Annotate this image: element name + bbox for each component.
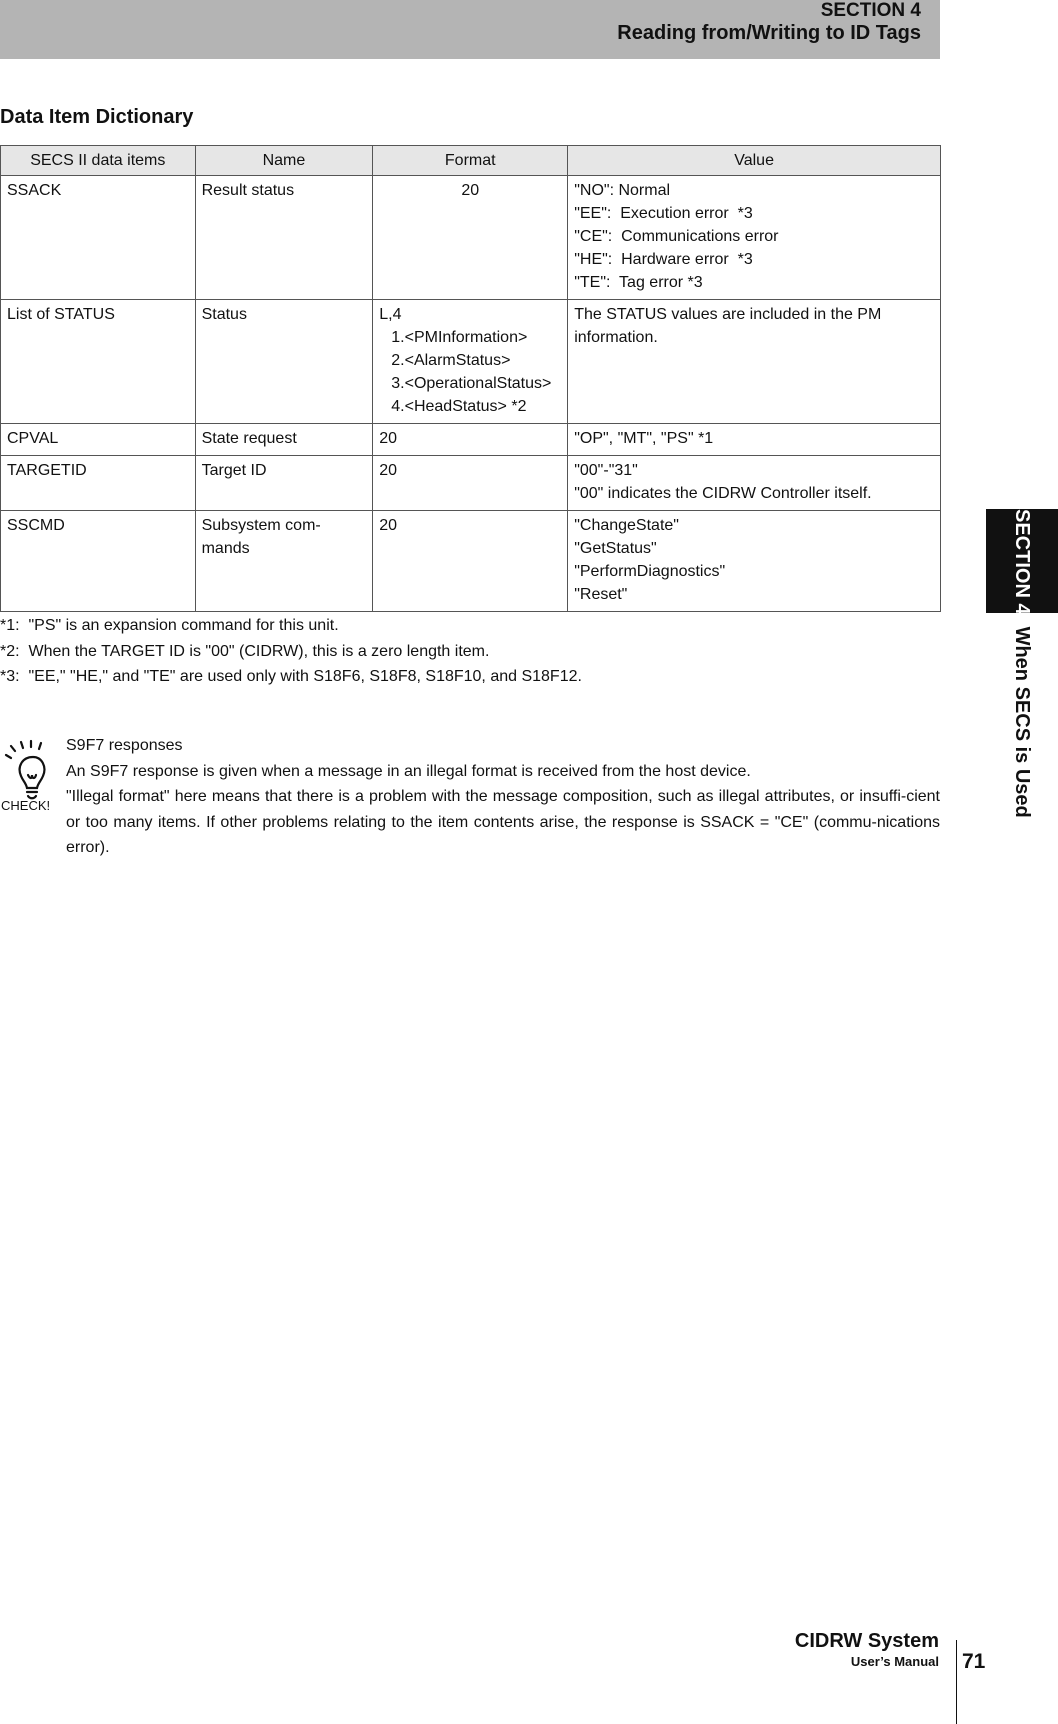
column-header: Value: [568, 146, 941, 176]
section-tab-number: SECTION 4: [1011, 509, 1033, 615]
page-title: Data Item Dictionary: [0, 106, 194, 128]
item-cell: SSACK: [1, 176, 196, 300]
item-cell: TARGETID: [1, 456, 196, 511]
value-line: "Reset": [574, 586, 628, 603]
value-cell: [568, 176, 941, 300]
value-line: "OP", "MT", "PS" *1: [574, 430, 714, 447]
check-note: [66, 733, 940, 861]
value-line: "00"-"31": [574, 462, 638, 479]
format-line: 20: [379, 430, 398, 447]
value-cell: [568, 456, 941, 511]
format-cell: [373, 424, 568, 456]
value-cell: [568, 511, 941, 612]
table-row: [1, 424, 941, 456]
page-number: 71: [962, 1650, 986, 1673]
check-heading: S9F7 responses: [66, 737, 183, 754]
value-line: "00" indicates the CIDRW Controller itself.: [574, 485, 872, 502]
format-line: 20: [379, 517, 398, 534]
page-header: [0, 0, 940, 59]
value-line: "CE": Communications error: [574, 228, 779, 245]
table-row: [1, 456, 941, 511]
header-section: SECTION 4: [820, 0, 921, 21]
table-row: [1, 300, 941, 424]
format-line: 1.<PMInformation>: [391, 329, 528, 346]
footnote: *2: When the TARGET ID is "00" (CIDRW), this is a zero length item.: [0, 642, 490, 660]
table-header-row: [1, 146, 941, 176]
column-header: Name: [195, 146, 373, 176]
value-line: "TE": Tag error *3: [574, 274, 703, 291]
format-cell: [373, 300, 568, 424]
column-header: SECS II data items: [1, 146, 196, 176]
name-cell: State request: [195, 424, 373, 456]
format-cell: [373, 176, 568, 300]
footer-manual: User’s Manual: [850, 1654, 939, 1669]
name-cell: Subsystem com-mands: [195, 511, 373, 612]
name-cell: Status: [195, 300, 373, 424]
format-line: 2.<AlarmStatus>: [391, 352, 511, 369]
value-cell: [568, 300, 941, 424]
format-line: 4.<HeadStatus> *2: [391, 398, 527, 415]
footer-product: CIDRW System: [794, 1630, 939, 1652]
item-cell: List of STATUS: [1, 300, 196, 424]
check-paragraph: An S9F7 response is given when a message in an illegal format is received from the host device.: [66, 762, 751, 780]
table-row: [1, 511, 941, 612]
check-label: CHECK!: [1, 798, 51, 813]
format-cell: [373, 456, 568, 511]
footnote: *3: "EE," "HE," and "TE" are used only with S18F6, S18F8, S18F10, and S18F12.: [0, 668, 582, 685]
footnote: *1: "PS" is an expansion command for this unit.: [0, 617, 339, 634]
name-cell: Target ID: [195, 456, 373, 511]
format-line: 20: [461, 182, 480, 199]
column-header: Format: [373, 146, 568, 176]
section-tab-label: [1008, 509, 1036, 818]
footer-divider: [956, 1640, 957, 1724]
section-tab-title: When SECS is Used: [1011, 626, 1033, 818]
value-line: The STATUS values are included in the PM information.: [574, 306, 882, 346]
value-line: "ChangeState": [574, 517, 679, 534]
format-line: 3.<OperationalStatus>: [391, 375, 552, 392]
name-cell: Result status: [195, 176, 373, 300]
check-paragraph: "Illegal format" here means that there is a problem with the message composition, such as illegal attributes, or insuffi-cient or too many items. If other problems relating to the item contents arise, the response is SSACK = "CE" (commu-nications error).: [66, 788, 940, 856]
value-line: "EE": Execution error *3: [574, 205, 753, 222]
format-line: L,4: [379, 306, 402, 323]
item-cell: CPVAL: [1, 424, 196, 456]
table-row: [1, 176, 941, 300]
data-item-table: [0, 145, 941, 612]
footnotes: [0, 613, 582, 690]
value-line: "GetStatus": [574, 540, 657, 557]
item-cell: SSCMD: [1, 511, 196, 612]
header-title: Reading from/Writing to ID Tags: [617, 22, 921, 44]
value-line: "NO": Normal: [574, 182, 671, 199]
value-line: "PerformDiagnostics": [574, 563, 726, 580]
value-cell: [568, 424, 941, 456]
value-line: "HE": Hardware error *3: [574, 251, 753, 268]
format-cell: [373, 511, 568, 612]
format-line: 20: [379, 462, 398, 479]
